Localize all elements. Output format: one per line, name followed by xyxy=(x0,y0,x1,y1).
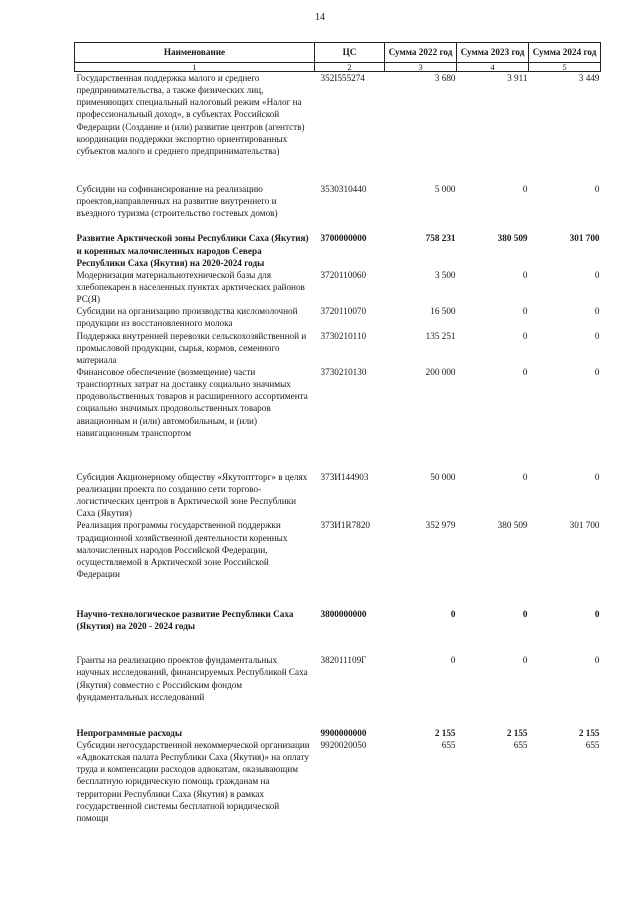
header-sum-2024: Сумма 2024 год xyxy=(529,43,601,63)
row-sum-2023: 0 xyxy=(522,330,528,341)
row-sum-2022: 50 000 xyxy=(430,471,456,482)
table-row xyxy=(75,739,601,824)
column-number: 5 xyxy=(529,63,601,72)
table-row xyxy=(75,269,601,305)
row-sum-2024: 0 xyxy=(594,471,600,482)
row-cs-code: 382011109Г xyxy=(320,655,367,666)
row-sum-2022: 655 xyxy=(441,740,456,751)
row-sum-2023: 0 xyxy=(522,366,528,377)
row-name: Субсидия Акционерному обществу «Якутоптторг» в целях реализации проекта по созданию сети торгово-логистических центров в Арктической зоне Республики Саха (Якутия) xyxy=(76,471,308,519)
row-sum-2024: 3 449 xyxy=(578,73,600,83)
row-sum-2024: 301 700 xyxy=(569,233,600,244)
row-sum-2023: 380 509 xyxy=(497,520,528,531)
column-number: 1 xyxy=(75,63,315,72)
header-row xyxy=(75,43,601,63)
header-sum-2022: Сумма 2022 год xyxy=(385,43,457,63)
row-sum-2022: 135 251 xyxy=(425,330,456,341)
row-sum-2024: 301 700 xyxy=(569,520,600,531)
budget-table xyxy=(74,42,601,824)
table-row xyxy=(75,72,601,183)
column-number: 2 xyxy=(315,63,385,72)
row-sum-2022: 352 979 xyxy=(425,520,456,531)
row-sum-2024: 655 xyxy=(585,740,600,751)
table-row xyxy=(75,727,601,739)
row-name: Реализация программы государственной поддержки традиционной хозяйственной деятельности коренных малочисленных народов Российской Федерации, осуществляемой в Арктической зоне Российской Федерации xyxy=(76,520,288,579)
row-name: Субсидии на софинансирование на реализацию проектов,направленных на развитие внутреннего и въездного туризма (строительство гостевых домов) xyxy=(76,183,278,219)
row-sum-2022: 3 500 xyxy=(434,269,456,280)
table-row xyxy=(75,366,601,471)
row-sum-2024: 0 xyxy=(594,609,600,620)
row-sum-2023: 0 xyxy=(522,306,528,317)
row-sum-2023: 380 509 xyxy=(497,233,528,244)
header-cs: ЦС xyxy=(315,43,385,63)
table-row xyxy=(75,232,601,268)
row-cs-code: 3530310440 xyxy=(320,183,367,194)
column-number: 3 xyxy=(385,63,457,72)
column-number: 4 xyxy=(457,63,529,72)
row-name: Финансовое обеспечение (возмещение) части транспортных затрат на доставку социально значимых продовольственных товаров и расширенного ассортимента социально значимых продовольственных товаров авиационным и (или) автомобильным, и (или) навигационным транспортом xyxy=(76,366,308,438)
table-row xyxy=(75,608,601,654)
row-sum-2023: 3 911 xyxy=(507,73,528,83)
table-row xyxy=(75,519,601,608)
row-sum-2024: 0 xyxy=(594,183,600,194)
row-name: Государственная поддержка малого и среднего предпринимательства, а также физических лиц, применяющих специальный налоговый режим «Налог на профессиональный доход», в субъектах Российской Федерации (Создание и (или) развитие центров (агентств) координации поддержки экспортно ориентированных субъектов малого и среднего предпринимательства) xyxy=(76,73,305,156)
row-sum-2022: 0 xyxy=(450,655,456,666)
row-name: Гранты на реализацию проектов фундаментальных научных исследований, финансируемых Республикой Саха (Якутия) совместно с Российским фондом фундаментальных исследований xyxy=(76,655,308,702)
row-sum-2022: 5 000 xyxy=(434,183,456,194)
row-name: Модернизация материальнотехнической базы для хлебопекарен в населенных пунктах арктических районов РС(Я) xyxy=(76,269,305,305)
page-number: 14 xyxy=(315,12,325,23)
row-sum-2024: 0 xyxy=(594,269,600,280)
column-number-row xyxy=(75,63,601,72)
row-cs-code: 373И1R7820 xyxy=(320,520,371,531)
row-sum-2022: 3 680 xyxy=(434,73,456,83)
row-cs-code: 3720110060 xyxy=(320,269,367,280)
row-sum-2022: 16 500 xyxy=(430,306,456,317)
table-body xyxy=(75,72,601,825)
row-cs-code: 3730210110 xyxy=(320,330,367,341)
row-cs-code: 3720110070 xyxy=(320,306,367,317)
row-name: Поддержка внутренней перевозки сельскохозяйственной и промысловой продукции, сырья, кормов, семенного материала xyxy=(76,330,307,365)
row-cs-code: 9920020050 xyxy=(320,740,367,751)
row-cs-code: 3700000000 xyxy=(320,233,367,244)
row-sum-2024: 0 xyxy=(594,366,600,377)
table-row xyxy=(75,330,601,366)
row-name: Развитие Арктической зоны Республики Саха (Якутия) и коренных малочисленных народов Севера Республики Саха (Якутия) на 2020-2024 годы xyxy=(76,233,309,268)
row-sum-2022: 2 155 xyxy=(434,727,456,738)
header-name: Наименование xyxy=(75,43,315,63)
row-sum-2022: 758 231 xyxy=(425,233,456,244)
table-row xyxy=(75,305,601,329)
row-sum-2023: 0 xyxy=(522,183,528,194)
table-row xyxy=(75,183,601,232)
row-sum-2024: 0 xyxy=(594,306,600,317)
row-cs-code: 3800000000 xyxy=(320,609,367,620)
row-sum-2023: 2 155 xyxy=(506,727,528,738)
row-sum-2023: 0 xyxy=(522,609,528,620)
row-sum-2024: 0 xyxy=(594,330,600,341)
row-name: Субсидии негосударственной некоммерческой организации «Адвокатская палата Республики Саха (Якутия)» на оплату труда и компенсации расходов адвокатам, оказывающим бесплатную юридическую помощь гражданам на территории Республики Саха (Якутия) в рамках государственной системы бесплатной юридической помощи xyxy=(76,740,310,823)
row-sum-2023: 0 xyxy=(522,269,528,280)
row-name: Непрограммные расходы xyxy=(76,727,183,738)
row-cs-code: 9900000000 xyxy=(320,727,367,738)
row-sum-2023: 655 xyxy=(513,740,528,751)
header-sum-2023: Сумма 2023 год xyxy=(457,43,529,63)
row-name: Научно-технологическое развитие Республики Саха (Якутия) на 2020 - 2024 годы xyxy=(76,609,294,632)
table-row xyxy=(75,654,601,727)
row-sum-2023: 0 xyxy=(522,471,528,482)
row-sum-2022: 0 xyxy=(450,609,456,620)
row-cs-code: 352I555274 xyxy=(320,73,365,83)
row-cs-code: 3730210130 xyxy=(320,366,367,377)
row-sum-2024: 2 155 xyxy=(578,727,600,738)
row-cs-code: 373И144903 xyxy=(320,471,369,482)
row-sum-2023: 0 xyxy=(522,655,528,666)
row-name: Субсидии на организацию производства кисломолочной продукции из восстановленного молока xyxy=(76,306,298,329)
row-sum-2022: 200 000 xyxy=(425,366,456,377)
table-row xyxy=(75,471,601,520)
row-sum-2024: 0 xyxy=(594,655,600,666)
